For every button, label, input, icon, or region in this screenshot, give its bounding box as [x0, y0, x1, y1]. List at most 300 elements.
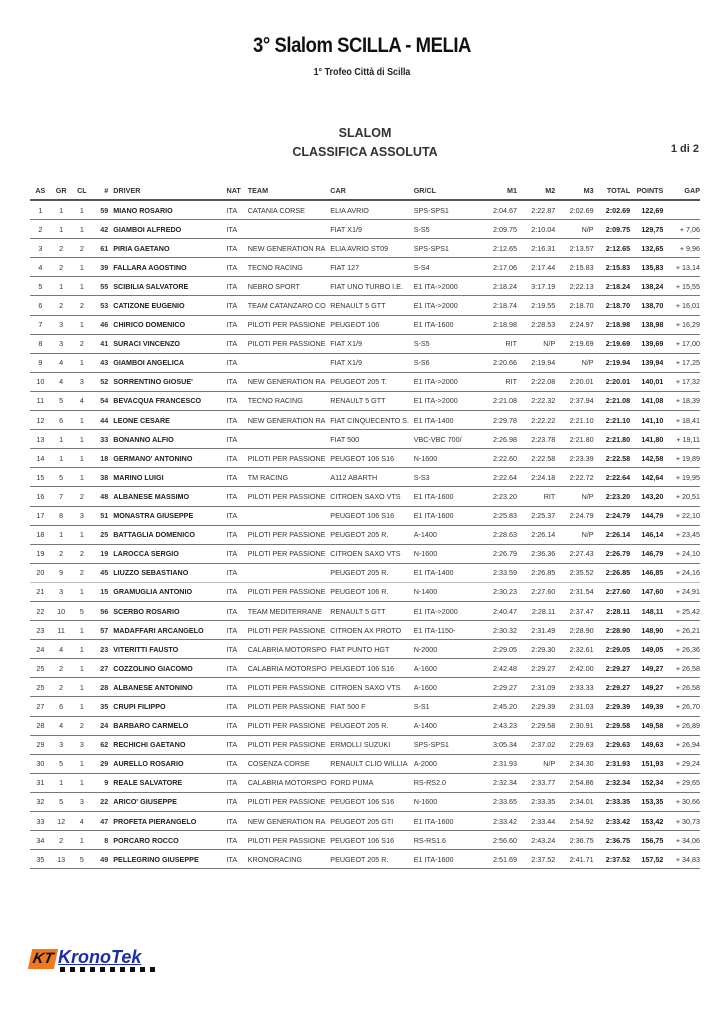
cell-grcl: E1 ITA-1600 [414, 850, 475, 869]
table-row [30, 773, 700, 792]
cell-team [248, 506, 331, 525]
cell-driver: GIAMBOI ALFREDO [113, 220, 226, 239]
cell-num: 38 [92, 468, 113, 487]
cell-team: PILOTI PER PASSIONE [248, 449, 331, 468]
cell-gr: 2 [51, 831, 72, 850]
cell-gap [663, 200, 700, 220]
cell-total: 2:27.60 [594, 582, 631, 601]
cell-m2: 2:36.36 [517, 544, 555, 563]
cell-m3: 2:15.83 [555, 258, 593, 277]
cell-car: FIAT X1/9 [330, 334, 413, 353]
cell-cl: 1 [72, 678, 93, 697]
cell-total: 2:19.69 [594, 334, 631, 353]
cell-total: 2:21.08 [594, 391, 631, 410]
cell-gap: + 16,01 [663, 296, 700, 315]
cell-m2: 2:16.31 [517, 239, 555, 258]
cell-gap: + 17,25 [663, 353, 700, 372]
cell-car: CITROEN SAXO VTS [330, 678, 413, 697]
cell-m3: 2:34.30 [555, 754, 593, 773]
cell-team: NEW GENERATION RA [248, 411, 331, 430]
cell-gap: + 24,91 [663, 582, 700, 601]
cell-num: 27 [92, 659, 113, 678]
cell-num: 28 [92, 678, 113, 697]
cell-m2: 2:33.35 [517, 792, 555, 811]
table-row [30, 411, 700, 430]
cell-points: 153,35 [630, 792, 663, 811]
cell-driver: SCIBILIA SALVATORE [113, 277, 226, 296]
cell-m1: 2:26.79 [475, 544, 517, 563]
cell-gr: 1 [51, 525, 72, 544]
cell-cl: 3 [72, 372, 93, 391]
cell-num: 44 [92, 411, 113, 430]
cell-car: RENAULT 5 GTT [330, 601, 413, 620]
cell-as: 24 [30, 640, 51, 659]
cell-driver: ARICO' GIUSEPPE [113, 792, 226, 811]
cell-total: 2:33.35 [594, 792, 631, 811]
cell-car: PEUGEOT 106 S16 [330, 659, 413, 678]
cell-car: FORD PUMA [330, 773, 413, 792]
event-title: 3° Slalom SCILLA - MELIA [253, 34, 471, 57]
cell-total: 2:02.69 [594, 200, 631, 220]
cell-gr: 3 [51, 334, 72, 353]
cell-nat: ITA [227, 678, 248, 697]
cell-gr: 9 [51, 563, 72, 582]
table-row [30, 563, 700, 582]
cell-car: FIAT X1/9 [330, 220, 413, 239]
cell-as: 8 [30, 334, 51, 353]
cell-num: 41 [92, 334, 113, 353]
cell-car: RENAULT 5 GTT [330, 391, 413, 410]
cell-car: PEUGEOT 205 T. [330, 372, 413, 391]
col-cl: CL [72, 181, 93, 200]
cell-m2: N/P [517, 334, 555, 353]
cell-gap: + 22,10 [663, 506, 700, 525]
cell-m3: 2:13.57 [555, 239, 593, 258]
cell-driver: PIRIA GAETANO [113, 239, 226, 258]
cell-car: FIAT 500 F [330, 697, 413, 716]
cell-gr: 1 [51, 773, 72, 792]
cell-nat: ITA [227, 525, 248, 544]
cell-m1: 2:21.08 [475, 391, 517, 410]
cell-m3: 2:24.79 [555, 506, 593, 525]
cell-m2: 2:29.58 [517, 716, 555, 735]
cell-points: 142,64 [630, 468, 663, 487]
cell-driver: REALE SALVATORE [113, 773, 226, 792]
cell-gr: 11 [51, 621, 72, 640]
cell-num: 39 [92, 258, 113, 277]
cell-driver: LEONE CESARE [113, 411, 226, 430]
cell-m2: 2:23.78 [517, 430, 555, 449]
cell-points: 149,58 [630, 716, 663, 735]
cell-gap: + 19,95 [663, 468, 700, 487]
cell-points: 129,75 [630, 220, 663, 239]
table-row [30, 716, 700, 735]
cell-points: 141,80 [630, 430, 663, 449]
cell-gr: 4 [51, 640, 72, 659]
cell-gap: + 30,66 [663, 792, 700, 811]
cell-m3: N/P [555, 353, 593, 372]
cell-m1: 2:56.60 [475, 831, 517, 850]
cell-as: 16 [30, 487, 51, 506]
cell-total: 2:37.52 [594, 850, 631, 869]
cell-m2: 2:19.55 [517, 296, 555, 315]
cell-gr: 6 [51, 411, 72, 430]
cell-grcl: N-1600 [414, 792, 475, 811]
cell-driver: LIUZZO SEBASTIANO [113, 563, 226, 582]
cell-nat: ITA [227, 812, 248, 831]
cell-m2: 2:27.60 [517, 582, 555, 601]
cell-total: 2:23.20 [594, 487, 631, 506]
table-row [30, 735, 700, 754]
cell-team: PILOTI PER PASSIONE [248, 621, 331, 640]
table-row [30, 334, 700, 353]
cell-gap: + 29,65 [663, 773, 700, 792]
cell-m3: 2:54.92 [555, 812, 593, 831]
cell-m3: 2:33.33 [555, 678, 593, 697]
cell-car: ELIA AVRIO ST09 [330, 239, 413, 258]
cell-num: 15 [92, 582, 113, 601]
cell-as: 32 [30, 792, 51, 811]
cell-driver: COZZOLINO GIACOMO [113, 659, 226, 678]
cell-driver: BARBARO CARMELO [113, 716, 226, 735]
cell-team: TEAM CATANZARO CO [248, 296, 331, 315]
cell-num: 55 [92, 277, 113, 296]
cell-num: 59 [92, 200, 113, 220]
col-grcl: GR/CL [414, 181, 475, 200]
cell-car: PEUGEOT 205 R. [330, 525, 413, 544]
cell-driver: GIAMBOI ANGELICA [113, 353, 226, 372]
cell-as: 30 [30, 754, 51, 773]
cell-m1: 2:51.69 [475, 850, 517, 869]
cell-points: 141,10 [630, 411, 663, 430]
cell-m1: 2:09.75 [475, 220, 517, 239]
cell-total: 2:29.39 [594, 697, 631, 716]
cell-cl: 3 [72, 506, 93, 525]
cell-gap: + 17,32 [663, 372, 700, 391]
cell-as: 5 [30, 277, 51, 296]
cell-nat: ITA [227, 449, 248, 468]
cell-as: 4 [30, 258, 51, 277]
cell-m3: N/P [555, 220, 593, 239]
cell-total: 2:22.58 [594, 449, 631, 468]
cell-cl: 1 [72, 277, 93, 296]
cell-m1: 3:05.34 [475, 735, 517, 754]
cell-grcl: RS-RS1.6 [414, 831, 475, 850]
cell-as: 3 [30, 239, 51, 258]
cell-m2: 2:22.87 [517, 200, 555, 220]
cell-driver: CATIZONE EUGENIO [113, 296, 226, 315]
cell-as: 29 [30, 735, 51, 754]
cell-m1: 2:18.98 [475, 315, 517, 334]
cell-car: RENAULT 5 GTT [330, 296, 413, 315]
cell-nat: ITA [227, 792, 248, 811]
cell-gr: 5 [51, 792, 72, 811]
cell-m1: 2:29.05 [475, 640, 517, 659]
cell-cl: 2 [72, 544, 93, 563]
table-row [30, 200, 700, 220]
cell-points: 142,58 [630, 449, 663, 468]
cell-cl: 1 [72, 697, 93, 716]
cell-car: PEUGEOT 106 S16 [330, 831, 413, 850]
cell-team: PILOTI PER PASSIONE [248, 525, 331, 544]
cell-total: 2:21.10 [594, 411, 631, 430]
cell-cl: 4 [72, 812, 93, 831]
cell-grcl: A-1600 [414, 678, 475, 697]
cell-nat: ITA [227, 831, 248, 850]
cell-num: 29 [92, 754, 113, 773]
cell-gap: + 25,42 [663, 601, 700, 620]
col-m3: M3 [555, 181, 593, 200]
cell-m2: 2:31.09 [517, 678, 555, 697]
cell-total: 2:29.05 [594, 640, 631, 659]
cell-gr: 3 [51, 315, 72, 334]
table-row [30, 430, 700, 449]
cell-gr: 3 [51, 735, 72, 754]
cell-cl: 3 [72, 735, 93, 754]
cell-points: 138,70 [630, 296, 663, 315]
cell-car: PEUGEOT 205 GTI [330, 812, 413, 831]
cell-gap: + 26,21 [663, 621, 700, 640]
col-m1: M1 [475, 181, 517, 200]
cell-gr: 12 [51, 812, 72, 831]
cell-gap: + 26,36 [663, 640, 700, 659]
cell-points: 138,24 [630, 277, 663, 296]
cell-total: 2:15.83 [594, 258, 631, 277]
cell-driver: SORRENTINO GIOSUE' [113, 372, 226, 391]
cell-m2: 2:22.32 [517, 391, 555, 410]
cell-grcl: A-1400 [414, 716, 475, 735]
cell-nat: ITA [227, 735, 248, 754]
table-row [30, 353, 700, 372]
cell-grcl: A-2000 [414, 754, 475, 773]
cell-team: PILOTI PER PASSIONE [248, 792, 331, 811]
cell-cl: 1 [72, 640, 93, 659]
section-heading [0, 124, 724, 162]
cell-car: FIAT CINQUECENTO S. [330, 411, 413, 430]
cell-nat: ITA [227, 200, 248, 220]
cell-num: 57 [92, 621, 113, 640]
cell-car: A112 ABARTH [330, 468, 413, 487]
cell-cl: 1 [72, 258, 93, 277]
cell-car: CITROEN AX PROTO [330, 621, 413, 640]
cell-nat: ITA [227, 391, 248, 410]
cell-cl: 5 [72, 601, 93, 620]
cell-num: 42 [92, 220, 113, 239]
cell-grcl: E1 ITA-1400 [414, 563, 475, 582]
cell-num: 52 [92, 372, 113, 391]
cell-gr: 7 [51, 487, 72, 506]
cell-car: ERMOLLI SUZUKI [330, 735, 413, 754]
cell-gr: 2 [51, 258, 72, 277]
cell-cl: 2 [72, 296, 93, 315]
cell-m1: 2:17.06 [475, 258, 517, 277]
table-row [30, 678, 700, 697]
cell-gr: 1 [51, 430, 72, 449]
cell-cl: 1 [72, 220, 93, 239]
cell-gap: + 29,24 [663, 754, 700, 773]
table-row [30, 831, 700, 850]
cell-total: 2:20.01 [594, 372, 631, 391]
cell-m3: 2:32.61 [555, 640, 593, 659]
cell-cl: 1 [72, 411, 93, 430]
cell-driver: SCERBO ROSARIO [113, 601, 226, 620]
cell-m3: 2:23.39 [555, 449, 593, 468]
cell-m3: 2:30.91 [555, 716, 593, 735]
cell-gap: + 24,10 [663, 544, 700, 563]
cell-total: 2:32.34 [594, 773, 631, 792]
cell-gap: + 16,29 [663, 315, 700, 334]
table-row [30, 315, 700, 334]
cell-points: 149,27 [630, 659, 663, 678]
cell-gap: + 19,11 [663, 430, 700, 449]
cell-grcl: E1 ITA-1600 [414, 506, 475, 525]
cell-m2: 2:22.22 [517, 411, 555, 430]
cell-car: RENAULT CLIO WILLIA [330, 754, 413, 773]
cell-nat: ITA [227, 239, 248, 258]
cell-m1: 2:23.20 [475, 487, 517, 506]
cell-grcl: S-S5 [414, 220, 475, 239]
cell-as: 34 [30, 831, 51, 850]
cell-m1: 2:45.20 [475, 697, 517, 716]
col-number: # [92, 181, 113, 200]
cell-nat: ITA [227, 372, 248, 391]
cell-m1: 2:12.65 [475, 239, 517, 258]
cell-num: 23 [92, 640, 113, 659]
cell-team: PILOTI PER PASSIONE [248, 735, 331, 754]
cell-total: 2:26.85 [594, 563, 631, 582]
cell-car: CITROEN SAXO VTS [330, 487, 413, 506]
cell-m1: 2:42.48 [475, 659, 517, 678]
cell-team: NEW GENERATION RA [248, 812, 331, 831]
cell-gr: 5 [51, 754, 72, 773]
cell-car: PEUGEOT 106 [330, 315, 413, 334]
cell-cl: 1 [72, 525, 93, 544]
cell-m3: 2:19.69 [555, 334, 593, 353]
cell-cl: 2 [72, 716, 93, 735]
cell-total: 2:28.90 [594, 621, 631, 640]
table-row [30, 697, 700, 716]
cell-total: 2:21.80 [594, 430, 631, 449]
cell-car: FIAT 127 [330, 258, 413, 277]
cell-total: 2:26.14 [594, 525, 631, 544]
cell-grcl: S-S6 [414, 353, 475, 372]
table-row [30, 640, 700, 659]
cell-points: 144,79 [630, 506, 663, 525]
cell-gap: + 26,58 [663, 659, 700, 678]
cell-cl: 2 [72, 334, 93, 353]
cell-nat: ITA [227, 411, 248, 430]
cell-as: 10 [30, 372, 51, 391]
cell-m1: 2:33.42 [475, 812, 517, 831]
cell-num: 62 [92, 735, 113, 754]
cell-nat: ITA [227, 487, 248, 506]
cell-num: 18 [92, 449, 113, 468]
cell-gap: + 20,51 [663, 487, 700, 506]
cell-as: 31 [30, 773, 51, 792]
cell-points: 143,20 [630, 487, 663, 506]
cell-gr: 2 [51, 544, 72, 563]
cell-gap: + 26,70 [663, 697, 700, 716]
cell-gr: 1 [51, 449, 72, 468]
cell-num: 25 [92, 525, 113, 544]
cell-m2: 2:28.53 [517, 315, 555, 334]
cell-as: 13 [30, 430, 51, 449]
cell-m2: 2:22.08 [517, 372, 555, 391]
cell-cl: 1 [72, 353, 93, 372]
cell-m2: 2:37.52 [517, 850, 555, 869]
cell-m2: 2:33.44 [517, 812, 555, 831]
results-body [30, 200, 700, 869]
cell-m2: 2:31.49 [517, 621, 555, 640]
cell-driver: MONASTRA GIUSEPPE [113, 506, 226, 525]
cell-grcl: S-S1 [414, 697, 475, 716]
kronotek-logo [30, 947, 160, 973]
cell-gap: + 30,73 [663, 812, 700, 831]
cell-grcl: SPS-SPS1 [414, 200, 475, 220]
cell-num: 61 [92, 239, 113, 258]
cell-gr: 2 [51, 659, 72, 678]
cell-grcl: E1 ITA->2000 [414, 601, 475, 620]
cell-car: CITROEN SAXO VTS [330, 544, 413, 563]
cell-m2: 2:33.77 [517, 773, 555, 792]
cell-m3: 2:28.90 [555, 621, 593, 640]
cell-driver: CRUPI FILIPPO [113, 697, 226, 716]
cell-driver: AURELLO ROSARIO [113, 754, 226, 773]
cell-team: PILOTI PER PASSIONE [248, 334, 331, 353]
cell-grcl: E1 ITA->2000 [414, 277, 475, 296]
checkered-flag-icon [60, 967, 156, 972]
cell-m1: 2:29.27 [475, 678, 517, 697]
col-points: POINTS [630, 181, 663, 200]
cell-total: 2:29.27 [594, 659, 631, 678]
cell-grcl: VBC-VBC 700/ [414, 430, 475, 449]
cell-team: NEW GENERATION RA [248, 372, 331, 391]
cell-m2: 2:17.44 [517, 258, 555, 277]
cell-nat: ITA [227, 334, 248, 353]
cell-m3: 2:21.80 [555, 430, 593, 449]
cell-num: 53 [92, 296, 113, 315]
cell-gap: + 17,00 [663, 334, 700, 353]
cell-team: NEW GENERATION RA [248, 239, 331, 258]
cell-grcl: S-S4 [414, 258, 475, 277]
cell-cl: 3 [72, 792, 93, 811]
cell-gr: 1 [51, 277, 72, 296]
table-row [30, 468, 700, 487]
cell-team [248, 563, 331, 582]
cell-gap: + 18,39 [663, 391, 700, 410]
cell-gr: 4 [51, 353, 72, 372]
cell-gr: 10 [51, 601, 72, 620]
cell-driver: MARINO LUIGI [113, 468, 226, 487]
cell-gr: 5 [51, 468, 72, 487]
cell-driver: MADAFFARI ARCANGELO [113, 621, 226, 640]
cell-num: 24 [92, 716, 113, 735]
cell-m3: 2:31.03 [555, 697, 593, 716]
cell-m2: RIT [517, 487, 555, 506]
cell-points: 151,93 [630, 754, 663, 773]
cell-gap: + 13,14 [663, 258, 700, 277]
logo-mark: KT [28, 949, 58, 969]
table-row [30, 582, 700, 601]
table-row [30, 621, 700, 640]
cell-m3: 2:31.54 [555, 582, 593, 601]
cell-points: 146,79 [630, 544, 663, 563]
cell-driver: VITERITTI FAUSTO [113, 640, 226, 659]
cell-as: 2 [30, 220, 51, 239]
cell-num: 56 [92, 601, 113, 620]
cell-as: 17 [30, 506, 51, 525]
cell-driver: PELLEGRINO GIUSEPPE [113, 850, 226, 869]
